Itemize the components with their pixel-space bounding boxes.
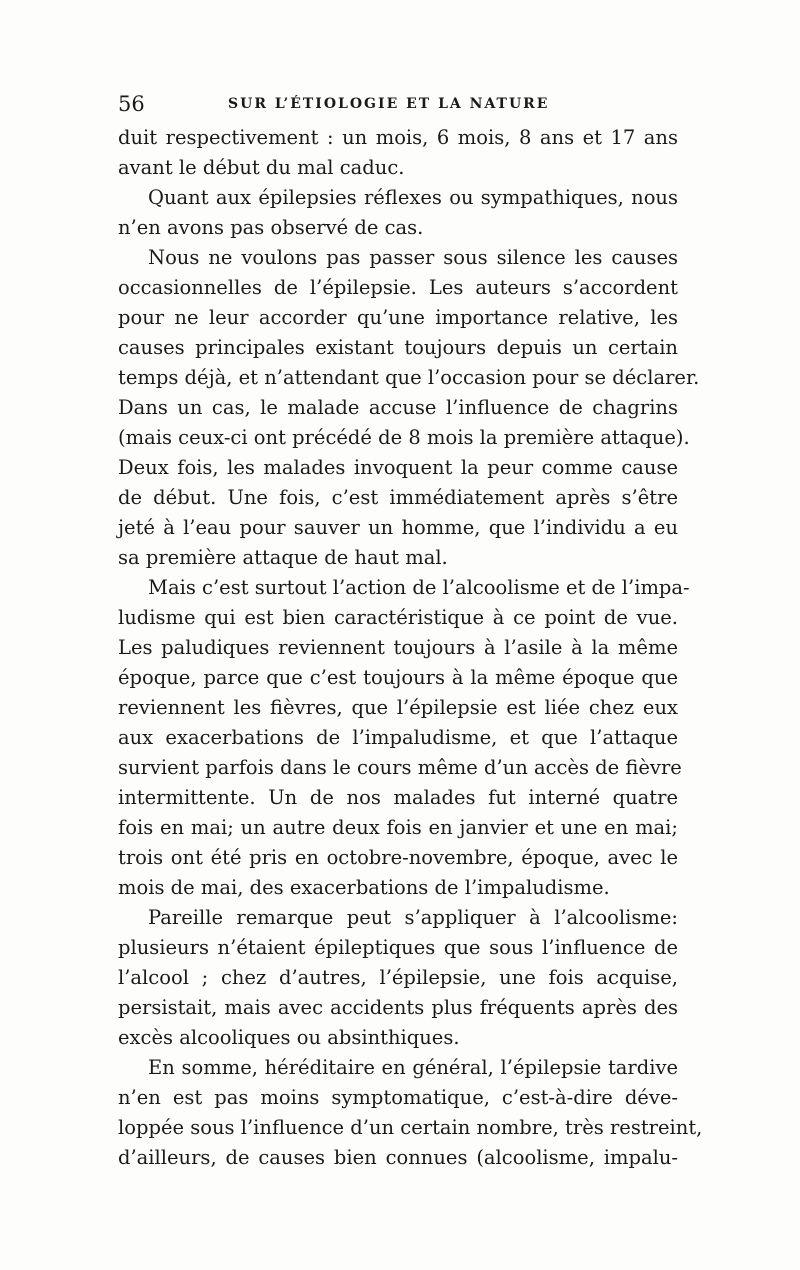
text-line: n’en est pas moins symptomatique, c’est-à-dire déve- <box>118 1086 678 1109</box>
text-line: reviennent les fièvres, que l’épilepsie est liée chez eux <box>118 696 678 719</box>
text-line: d’ailleurs, de causes bien connues (alcoolisme, impalu- <box>118 1146 678 1169</box>
text-line: excès alcooliques ou absinthiques. <box>118 1026 460 1049</box>
text-line: loppée sous l’influence d’un certain nombre, très restreint, <box>118 1116 703 1139</box>
text-line: avant le début du mal caduc. <box>118 156 405 179</box>
text-line: temps déjà, et n’attendant que l’occasion pour se déclarer. <box>118 366 700 389</box>
text-line: occasionnelles de l’épilepsie. Les auteurs s’accordent <box>118 276 678 299</box>
text-line: pour ne leur accorder qu’une importance relative, les <box>118 306 678 329</box>
text-line: survient parfois dans le cours même d’un accès de fièvre <box>118 756 682 779</box>
text-line: de début. Une fois, c’est immédiatement après s’être <box>118 486 678 509</box>
text-line: Deux fois, les malades invoquent la peur comme cause <box>118 456 678 479</box>
text-line: (mais ceux-ci ont précédé de 8 mois la première attaque). <box>118 426 690 449</box>
paragraph <box>118 903 678 1053</box>
text-line: plusieurs n’étaient épileptiques que sous l’influence de <box>118 936 678 959</box>
text-line: persistait, mais avec accidents plus fréquents après des <box>118 996 678 1019</box>
body-text <box>118 123 703 1173</box>
text-line: aux exacerbations de l’impaludisme, et que l’attaque <box>118 726 678 749</box>
text-line: ludisme qui est bien caractéristique à ce point de vue. <box>118 606 678 629</box>
paragraph <box>118 573 690 903</box>
paragraph <box>118 243 700 573</box>
running-title: SUR L’ÉTIOLOGIE ET LA NATURE <box>228 96 550 112</box>
text-line: sa première attaque de haut mal. <box>118 546 448 569</box>
text-line: duit respectivement : un mois, 6 mois, 8 ans et 17 ans <box>118 126 678 149</box>
text-line: Les paludiques reviennent toujours à l’asile à la même <box>118 636 678 659</box>
paragraph <box>118 183 678 243</box>
paragraph <box>118 123 678 183</box>
text-line: époque, parce que c’est toujours à la même époque que <box>118 666 678 689</box>
page-header <box>118 92 678 118</box>
text-line: n’en avons pas observé de cas. <box>118 216 424 239</box>
text-line: Nous ne voulons pas passer sous silence les causes <box>148 246 678 269</box>
text-line: trois ont été pris en octobre-novembre, époque, avec le <box>118 846 678 869</box>
text-line: En somme, héréditaire en général, l’épilepsie tardive <box>148 1056 678 1079</box>
text-line: Pareille remarque peut s’appliquer à l’alcoolisme: <box>148 906 678 929</box>
text-line: Mais c’est surtout l’action de l’alcoolisme et de l’impa- <box>148 576 690 599</box>
text-line: mois de mai, des exacerbations de l’impaludisme. <box>118 876 610 899</box>
text-line: fois en mai; un autre deux fois en janvier et une en mai; <box>118 816 678 839</box>
paragraph <box>118 1053 703 1173</box>
text-line: Dans un cas, le malade accuse l’influence de chagrins <box>118 396 678 419</box>
text-line: causes principales existant toujours depuis un certain <box>118 336 678 359</box>
text-line: intermittente. Un de nos malades fut interné quatre <box>118 786 678 809</box>
text-line: Quant aux épilepsies réflexes ou sympathiques, nous <box>148 186 678 209</box>
page-number: 56 <box>118 92 145 116</box>
text-line: jeté à l’eau pour sauver un homme, que l’individu a eu <box>118 516 678 539</box>
text-line: l’alcool ; chez d’autres, l’épilepsie, une fois acquise, <box>118 966 678 989</box>
